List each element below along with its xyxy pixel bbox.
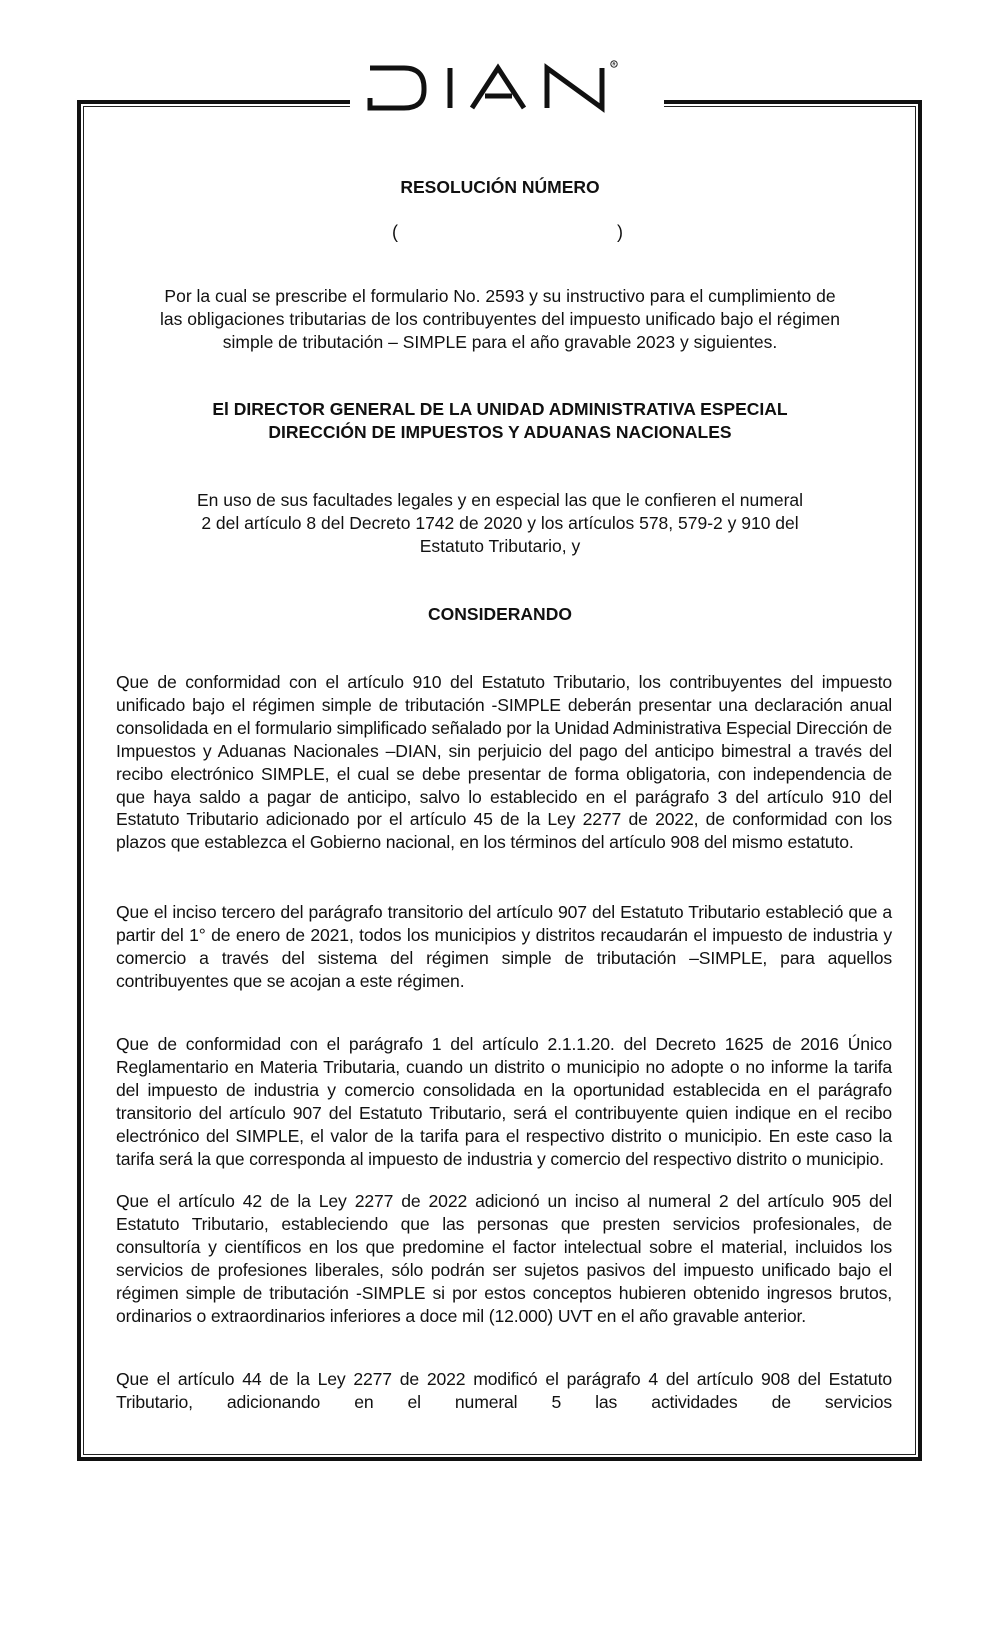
resolution-subject [110, 285, 890, 354]
legal-powers [110, 489, 890, 558]
considering-heading: CONSIDERANDO [428, 604, 572, 624]
authority-line: DIRECCIÓN DE IMPUESTOS Y ADUANAS NACIONALES [268, 422, 732, 442]
powers-line: 2 del artículo 8 del Decreto 1742 de 2020 y los artículos 578, 579-2 y 910 del [201, 513, 799, 533]
considering-paragraph-5: Que el artículo 44 de la Ley 2277 de 2022 modificó el parágrafo 4 del artículo 908 del Estatuto Tributario, adicionando en el numeral 5 las actividades de servicios [116, 1369, 892, 1412]
resolution-title: RESOLUCIÓN NÚMERO [400, 177, 600, 197]
resolution-number-close-paren: ) [617, 222, 623, 242]
resolution-number-open-paren: ( [392, 222, 398, 242]
powers-line: Estatuto Tributario, y [419, 536, 581, 556]
subject-line: Por la cual se prescribe el formulario No. 2593 y su instructivo para el cumplimiento de [164, 286, 836, 306]
subject-line: simple de tributación – SIMPLE para el año gravable 2023 y siguientes. [222, 332, 778, 352]
dian-logo-icon [362, 58, 662, 118]
svg-text:R: R [612, 61, 616, 67]
subject-line: las obligaciones tributarias de los contribuyentes del impuesto unificado bajo el régimen [160, 309, 840, 329]
considering-paragraph-4: Que el artículo 42 de la Ley 2277 de 2022 adicionó un inciso al numeral 2 del artículo 905 del Estatuto Tributario, estableciendo que las personas que presten servicios profesionales, de consultoría y científicos en los que predomine el factor intelectual sobre el material, incluidos los servicios de profesiones liberales, sólo podrán ser sujetos pasivos del impuesto unificado bajo el régimen simple de tributación -SIMPLE si por estos conceptos hubieren obtenido ingresos brutos, ordinarios o extraordinarios inferiores a doce mil (12.000) UVT en el año gravable anterior. [116, 1191, 892, 1326]
considering-paragraph-2: Que el inciso tercero del parágrafo transitorio del artículo 907 del Estatuto Tributario estableció que a partir del 1° de enero de 2021, todos los municipios y distritos recaudarán el impuesto de industria y comercio a través del sistema del régimen simple de tributación –SIMPLE, para aquellos contribuyentes que se acojan a este régimen. [116, 902, 892, 991]
issuing-authority [110, 398, 890, 444]
considering-paragraph-1: Que de conformidad con el artículo 910 del Estatuto Tributario, los contribuyentes del impuesto unificado bajo el régimen simple de tributación -SIMPLE deberán presentar una declaración anual consolidada en el formulario simplificado señalado por la Unidad Administrativa Especial Dirección de Impuestos y Aduanas Nacionales –DIAN, sin perjuicio del pago del anticipo bimestral a través del recibo electrónico SIMPLE, el cual se debe presentar de forma obligatoria, con independencia de que haya saldo a pagar de anticipo, salvo lo establecido en el parágrafo 3 del artículo 910 del Estatuto Tributario adicionado por el artículo 45 de la Ley 2277 de 2022, de conformidad con los plazos que establezca el Gobierno nacional, en los términos del artículo 908 del mismo estatuto. [116, 672, 893, 853]
considering-paragraph-3: Que de conformidad con el parágrafo 1 del artículo 2.1.1.20. del Decreto 1625 de 2016 Único Reglamentario en Materia Tributaria, cuando un distrito o municipio no adopte o no informe la tarifa del impuesto de industria y comercio consolidada en la oportunidad establecida en el parágrafo transitorio del artículo 907 del Estatuto Tributario, será el contribuyente quien indique en el recibo electrónico del SIMPLE, el valor de la tarifa para el respectivo distrito o municipio. En este caso la tarifa será la que corresponda al impuesto de industria y comercio del respectivo distrito o municipio. [116, 1034, 892, 1169]
authority-line: El DIRECTOR GENERAL DE LA UNIDAD ADMINISTRATIVA ESPECIAL [212, 399, 788, 419]
powers-line: En uso de sus facultades legales y en especial las que le confieren el numeral [196, 490, 804, 510]
